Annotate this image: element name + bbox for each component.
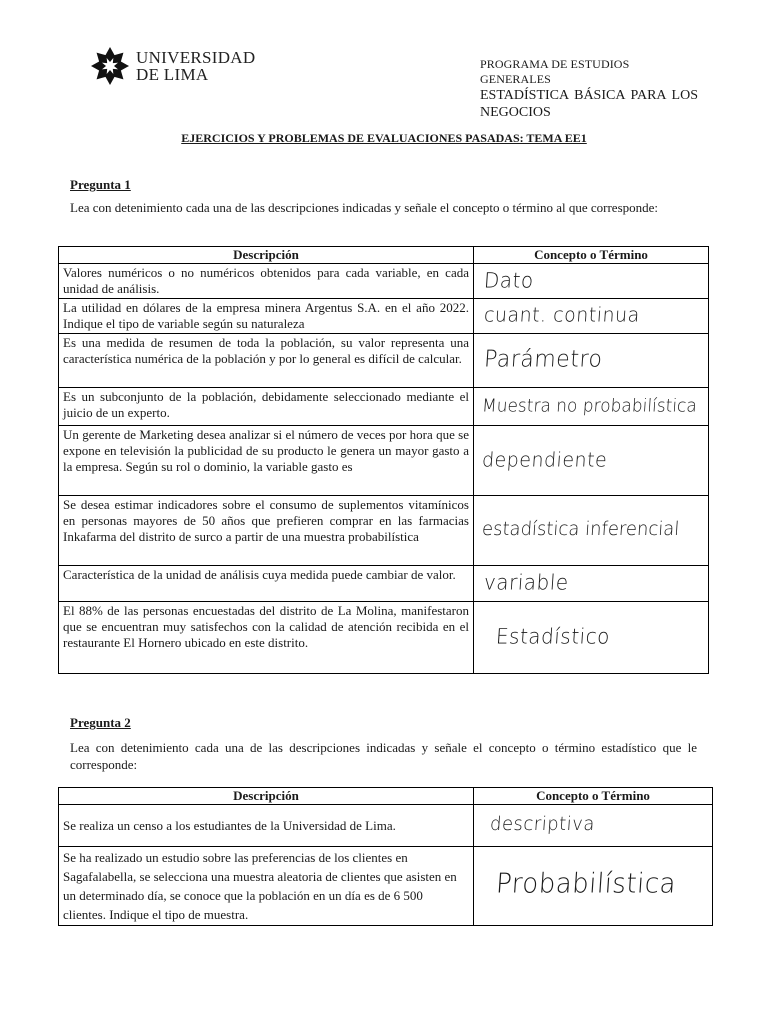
handwritten-answer: cuant. continua [483, 303, 641, 327]
row-description: Un gerente de Marketing desea analizar si el número de veces por hora que se expone en televisión la publicidad de su producto le genera un mayor gasto a la empresa. Según su rol o dominio, la variable gasto es [59, 426, 474, 496]
row-answer-cell [474, 426, 709, 496]
table-row [59, 334, 709, 388]
program-name: PROGRAMA DE ESTUDIOS GENERALES [480, 57, 630, 86]
course-name: ESTADÍSTICA BÁSICA PARA LOS NEGOCIOS [480, 88, 698, 120]
question1-heading: Pregunta 1 [70, 177, 131, 192]
row-description: Se desea estimar indicadores sobre el consumo de suplementos vitamínicos en personas mayores de 50 años que prefieren comprar en las farmacias Inkafarma del distrito de surco a partir de una muestra probabilística [59, 496, 474, 566]
table-row [59, 602, 709, 674]
university-logo [90, 46, 260, 86]
handwritten-answer: Parámetro [483, 345, 604, 373]
table-row [59, 805, 713, 847]
handwritten-answer: Dato [483, 266, 535, 293]
column-header-term: Concepto o Término [474, 788, 713, 805]
column-header-description: Descripción [59, 788, 474, 805]
row-description: Se realiza un censo a los estudiantes de la Universidad de Lima. [59, 805, 474, 847]
question2-intro: Lea con detenimiento cada una de las descripciones indicadas y señale el concepto o término estadístico que le corresponde: [70, 740, 697, 772]
column-header-description: Descripción [59, 247, 474, 264]
table-header-row [59, 247, 709, 264]
table-header-row [59, 788, 713, 805]
row-answer-cell [474, 566, 709, 602]
row-description: Es un subconjunto de la población, debidamente seleccionado mediante el juicio de un experto. [59, 388, 474, 426]
row-answer-cell [474, 264, 709, 299]
handwritten-answer: Probabilística [494, 868, 678, 900]
table-row [59, 496, 709, 566]
program-header [480, 57, 698, 121]
question1-intro: Lea con detenimiento cada una de las descripciones indicadas y señale el concepto o término al que corresponde: [70, 200, 659, 215]
question1-table [58, 246, 709, 674]
handwritten-answer: descriptiva [489, 813, 596, 836]
table-row [59, 426, 709, 496]
logo-text-line1: UNIVERSIDAD [136, 48, 256, 67]
row-answer-cell [474, 602, 709, 674]
row-answer-cell [474, 299, 709, 334]
table-row [59, 566, 709, 602]
column-header-term: Concepto o Término [474, 247, 709, 264]
row-description: El 88% de las personas encuestadas del distrito de La Molina, manifestaron que se encuentran muy satisfechos con la calidad de atención recibida en el restaurante El Hornero ubicado en este distrito. [59, 602, 474, 674]
question2-table [58, 787, 713, 926]
row-description: Se ha realizado un estudio sobre las preferencias de los clientes en Sagafalabella, se selecciona una muestra aleatoria de clientes que asisten en un determinado día, se conoce que la población en un día es de 6 500 clientes. Indique el tipo de muestra. [59, 847, 474, 926]
handwritten-answer: variable [483, 569, 570, 595]
row-description: Valores numéricos o no numéricos obtenidos para cada variable, en cada unidad de análisis. [59, 264, 474, 299]
document-title: EJERCICIOS Y PROBLEMAS DE EVALUACIONES PASADAS: TEMA EE1 [181, 131, 587, 145]
handwritten-answer: Muestra no probabilística [481, 395, 698, 417]
row-description: Característica de la unidad de análisis cuya medida puede cambiar de valor. [59, 566, 474, 602]
table-row [59, 299, 709, 334]
star-logo-icon [90, 46, 130, 86]
row-description: La utilidad en dólares de la empresa minera Argentus S.A. en el año 2022. Indique el tipo de variable según su naturaleza [59, 299, 474, 334]
question2-heading: Pregunta 2 [70, 715, 131, 730]
row-answer-cell [474, 847, 713, 926]
logo-text-line2: DE LIMA [136, 65, 209, 84]
handwritten-answer: estadística inferencial [481, 518, 681, 541]
row-answer-cell [474, 805, 713, 847]
row-answer-cell [474, 334, 709, 388]
row-answer-cell [474, 496, 709, 566]
table-row [59, 388, 709, 426]
handwritten-answer: dependiente [481, 447, 609, 472]
handwritten-answer: Estadístico [495, 623, 611, 649]
row-description: Es una medida de resumen de toda la población, su valor representa una característica numérica de la población y por lo general es difícil de calcular. [59, 334, 474, 388]
table-row [59, 264, 709, 299]
table-row [59, 847, 713, 926]
row-answer-cell [474, 388, 709, 426]
